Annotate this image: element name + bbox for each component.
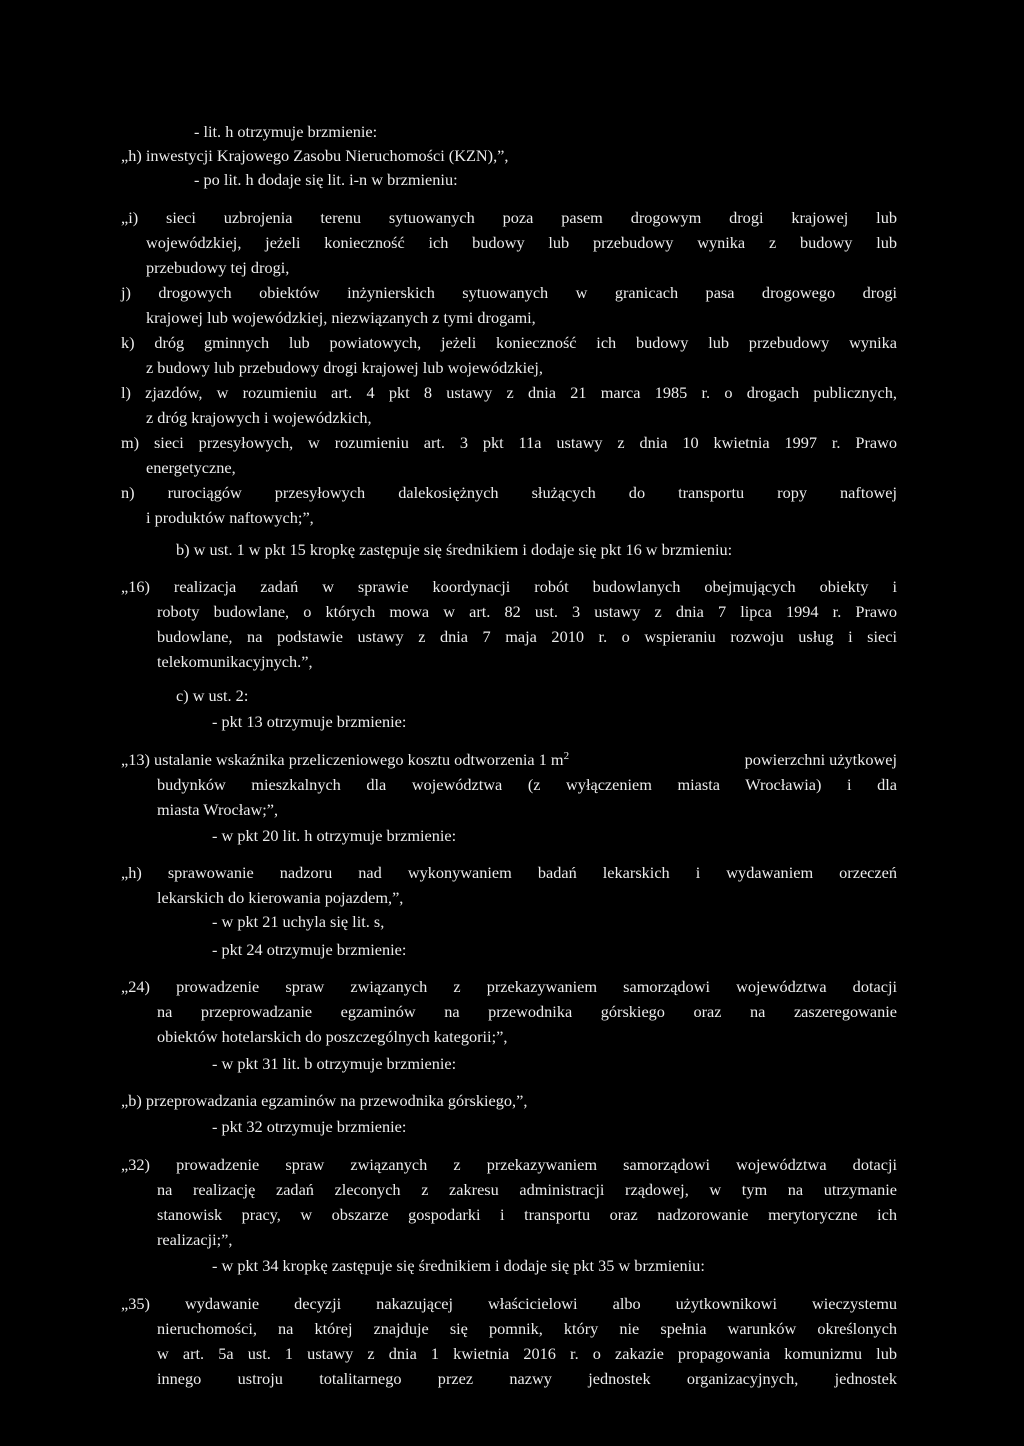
text-line: budowlane, na podstawie ustawy z dnia 7 maja 2010 r. o wspieraniu rozwoju usług i sieci [157, 627, 897, 646]
text-line: „b) przeprowadzania egzaminów na przewodnika górskiego,”, [121, 1091, 528, 1110]
text-line: „i) sieci uzbrojenia terenu sytuowanych poza pasem drogowym drogi krajowej lub [121, 208, 897, 227]
text-line: k) dróg gminnych lub powiatowych, jeżeli konieczność ich budowy lub przebudowy wynika [121, 333, 897, 352]
text-line: roboty budowlane, o których mowa w art. 82 ust. 3 ustawy z dnia 7 lipca 1994 r. Prawo [157, 602, 897, 621]
text-segment: „13) ustalanie wskaźnika przeliczeniowego kosztu odtworzenia 1 $m^2$ [121, 750, 570, 769]
text-line: na realizację zadań zleconych z zakresu administracji rządowej, w tym na utrzymanie [157, 1180, 897, 1199]
text-line: realizacji;”, [157, 1230, 233, 1249]
text-line: - pkt 24 otrzymuje brzmienie: [212, 940, 407, 959]
text-segment: powierzchni użytkowej [744, 750, 897, 769]
text-line: nieruchomości, na której znajduje się pomnik, który nie spełnia warunków określonych [157, 1319, 897, 1338]
text-line: z budowy lub przebudowy drogi krajowej lub wojewódzkiej, [146, 358, 543, 377]
text-line: - w pkt 34 kropkę zastępuje się średnikiem i dodaje się pkt 35 w brzmieniu: [212, 1256, 705, 1275]
text-line: j) drogowych obiektów inżynierskich sytuowanych w granicach pasa drogowego drogi [121, 283, 897, 302]
text-line: miasta Wrocław;”, [157, 800, 279, 819]
text-line: „24) prowadzenie spraw związanych z przekazywaniem samorządowi województwa dotacji [121, 977, 897, 996]
text-line: przebudowy tej drogi, [146, 258, 290, 277]
text-line: innego ustroju totalitarnego przez nazwy jednostek organizacyjnych, jednostek [157, 1369, 897, 1388]
text-line: obiektów hotelarskich do poszczególnych kategorii;”, [157, 1027, 508, 1046]
text-line: m) sieci przesyłowych, w rozumieniu art. 3 pkt 11a ustawy z dnia 10 kwietnia 1997 r. Prawo [121, 433, 897, 452]
text-line: krajowej lub wojewódzkiej, niezwiązanych z tymi drogami, [146, 308, 536, 327]
text-line: - w pkt 31 lit. b otrzymuje brzmienie: [212, 1054, 457, 1073]
text-line: - po lit. h dodaje się lit. i-n w brzmieniu: [194, 170, 458, 189]
text-line: „32) prowadzenie spraw związanych z przekazywaniem samorządowi województwa dotacji [121, 1155, 897, 1174]
text-line: „h) inwestycji Krajowego Zasobu Nieruchomości (KZN),”, [121, 146, 509, 165]
text-line: z dróg krajowych i wojewódzkich, [146, 408, 372, 427]
text-line: stanowisk pracy, w obszarze gospodarki i transportu oraz nadzorowanie merytoryczne ich [157, 1205, 897, 1224]
text-line [121, 750, 897, 770]
text-line: l) zjazdów, w rozumieniu art. 4 pkt 8 ustawy z dnia 21 marca 1985 r. o drogach publicznych, [121, 383, 897, 402]
text-line: - w pkt 20 lit. h otrzymuje brzmienie: [212, 826, 457, 845]
text-line: - pkt 32 otrzymuje brzmienie: [212, 1117, 407, 1136]
text-line: - pkt 13 otrzymuje brzmienie: [212, 712, 407, 731]
superscript: 2 [563, 750, 570, 762]
text-line: - lit. h otrzymuje brzmienie: [194, 122, 378, 141]
text-line: lekarskich do kierowania pojazdem,”, [157, 888, 404, 907]
text-line: energetyczne, [146, 458, 236, 477]
text-line: - w pkt 21 uchyla się lit. s, [212, 912, 385, 931]
text-line: b) w ust. 1 w pkt 15 kropkę zastępuje się średnikiem i dodaje się pkt 16 w brzmieniu: [176, 540, 733, 559]
text-line: budynków mieszkalnych dla województwa (z wyłączeniem miasta Wrocławia) i dla [157, 775, 897, 794]
text-line: „h) sprawowanie nadzoru nad wykonywaniem badań lekarskich i wydawaniem orzeczeń [121, 863, 897, 882]
text-line: c) w ust. 2: [176, 686, 249, 705]
text-line: i produktów naftowych;”, [146, 508, 314, 527]
text-line: „16) realizacja zadań w sprawie koordynacji robót budowlanych obejmujących obiekty i [121, 577, 897, 596]
text-line: w art. 5a ust. 1 ustawy z dnia 1 kwietnia 2016 r. o zakazie propagowania komunizmu lub [157, 1344, 897, 1363]
text-line: wojewódzkiej, jeżeli konieczność ich budowy lub przebudowy wynika z budowy lub [146, 233, 897, 252]
text-line: n) rurociągów przesyłowych dalekosiężnych służących do transportu ropy naftowej [121, 483, 897, 502]
text-line: telekomunikacyjnych.”, [157, 652, 313, 671]
text-line: na przeprowadzanie egzaminów na przewodnika górskiego oraz na zaszeregowanie [157, 1002, 897, 1021]
text-line: „35) wydawanie decyzji nakazującej właścicielowi albo użytkownikowi wieczystemu [121, 1294, 897, 1313]
